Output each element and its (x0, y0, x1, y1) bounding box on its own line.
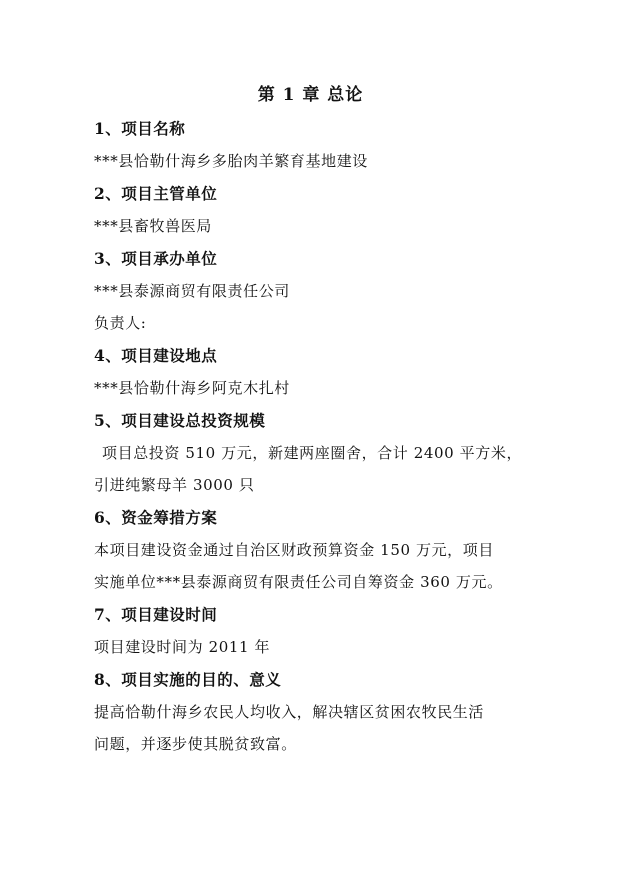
section-text: 提高恰勒什海乡农民人均收入，解决辖区贫困农牧民生活 (94, 703, 485, 721)
document-body (94, 112, 534, 760)
section-text: 本项目建设资金通过自治区财政预算资金 150 万元，项目 (94, 541, 494, 559)
section-construction-site (94, 340, 534, 404)
section-text: 项目建设时间为 2011 年 (94, 638, 271, 656)
section-heading: 2、项目主管单位 (94, 184, 218, 203)
section-funding-plan (94, 502, 534, 598)
section-purpose-significance (94, 664, 534, 760)
section-heading: 3、项目承办单位 (94, 249, 218, 268)
section-text: ***县恰勒什海乡阿克木扎村 (94, 379, 290, 397)
chapter-title: 第 1 章 总论 (257, 85, 364, 105)
section-construction-time (94, 599, 534, 663)
section-heading: 7、项目建设时间 (94, 605, 218, 624)
section-undertaking-unit (94, 243, 534, 339)
section-text: 实施单位***县泰源商贸有限责任公司自筹资金 360 万元。 (94, 573, 503, 591)
section-text: 问题，并逐步使其脱贫致富。 (94, 735, 297, 753)
section-text: ***县畜牧兽医局 (94, 217, 212, 235)
section-heading: 1、项目名称 (94, 119, 186, 138)
section-text: 项目总投资 510 万元，新建两座圈舍，合计 2400 平方米， (102, 444, 523, 462)
section-investment-scale (94, 405, 534, 501)
section-text: 引进纯繁母羊 3000 只 (94, 476, 255, 494)
section-text: ***县泰源商贸有限责任公司 (94, 282, 290, 300)
section-heading: 6、资金筹措方案 (94, 508, 218, 527)
section-heading: 8、项目实施的目的、意义 (94, 670, 282, 689)
section-heading: 4、项目建设地点 (94, 346, 218, 365)
section-text: 负责人: (94, 314, 147, 332)
section-project-name (94, 113, 534, 177)
section-text: ***县恰勒什海乡多胎肉羊繁育基地建设 (94, 152, 368, 170)
section-heading: 5、项目建设总投资规模 (94, 411, 266, 430)
section-supervising-unit (94, 178, 534, 242)
